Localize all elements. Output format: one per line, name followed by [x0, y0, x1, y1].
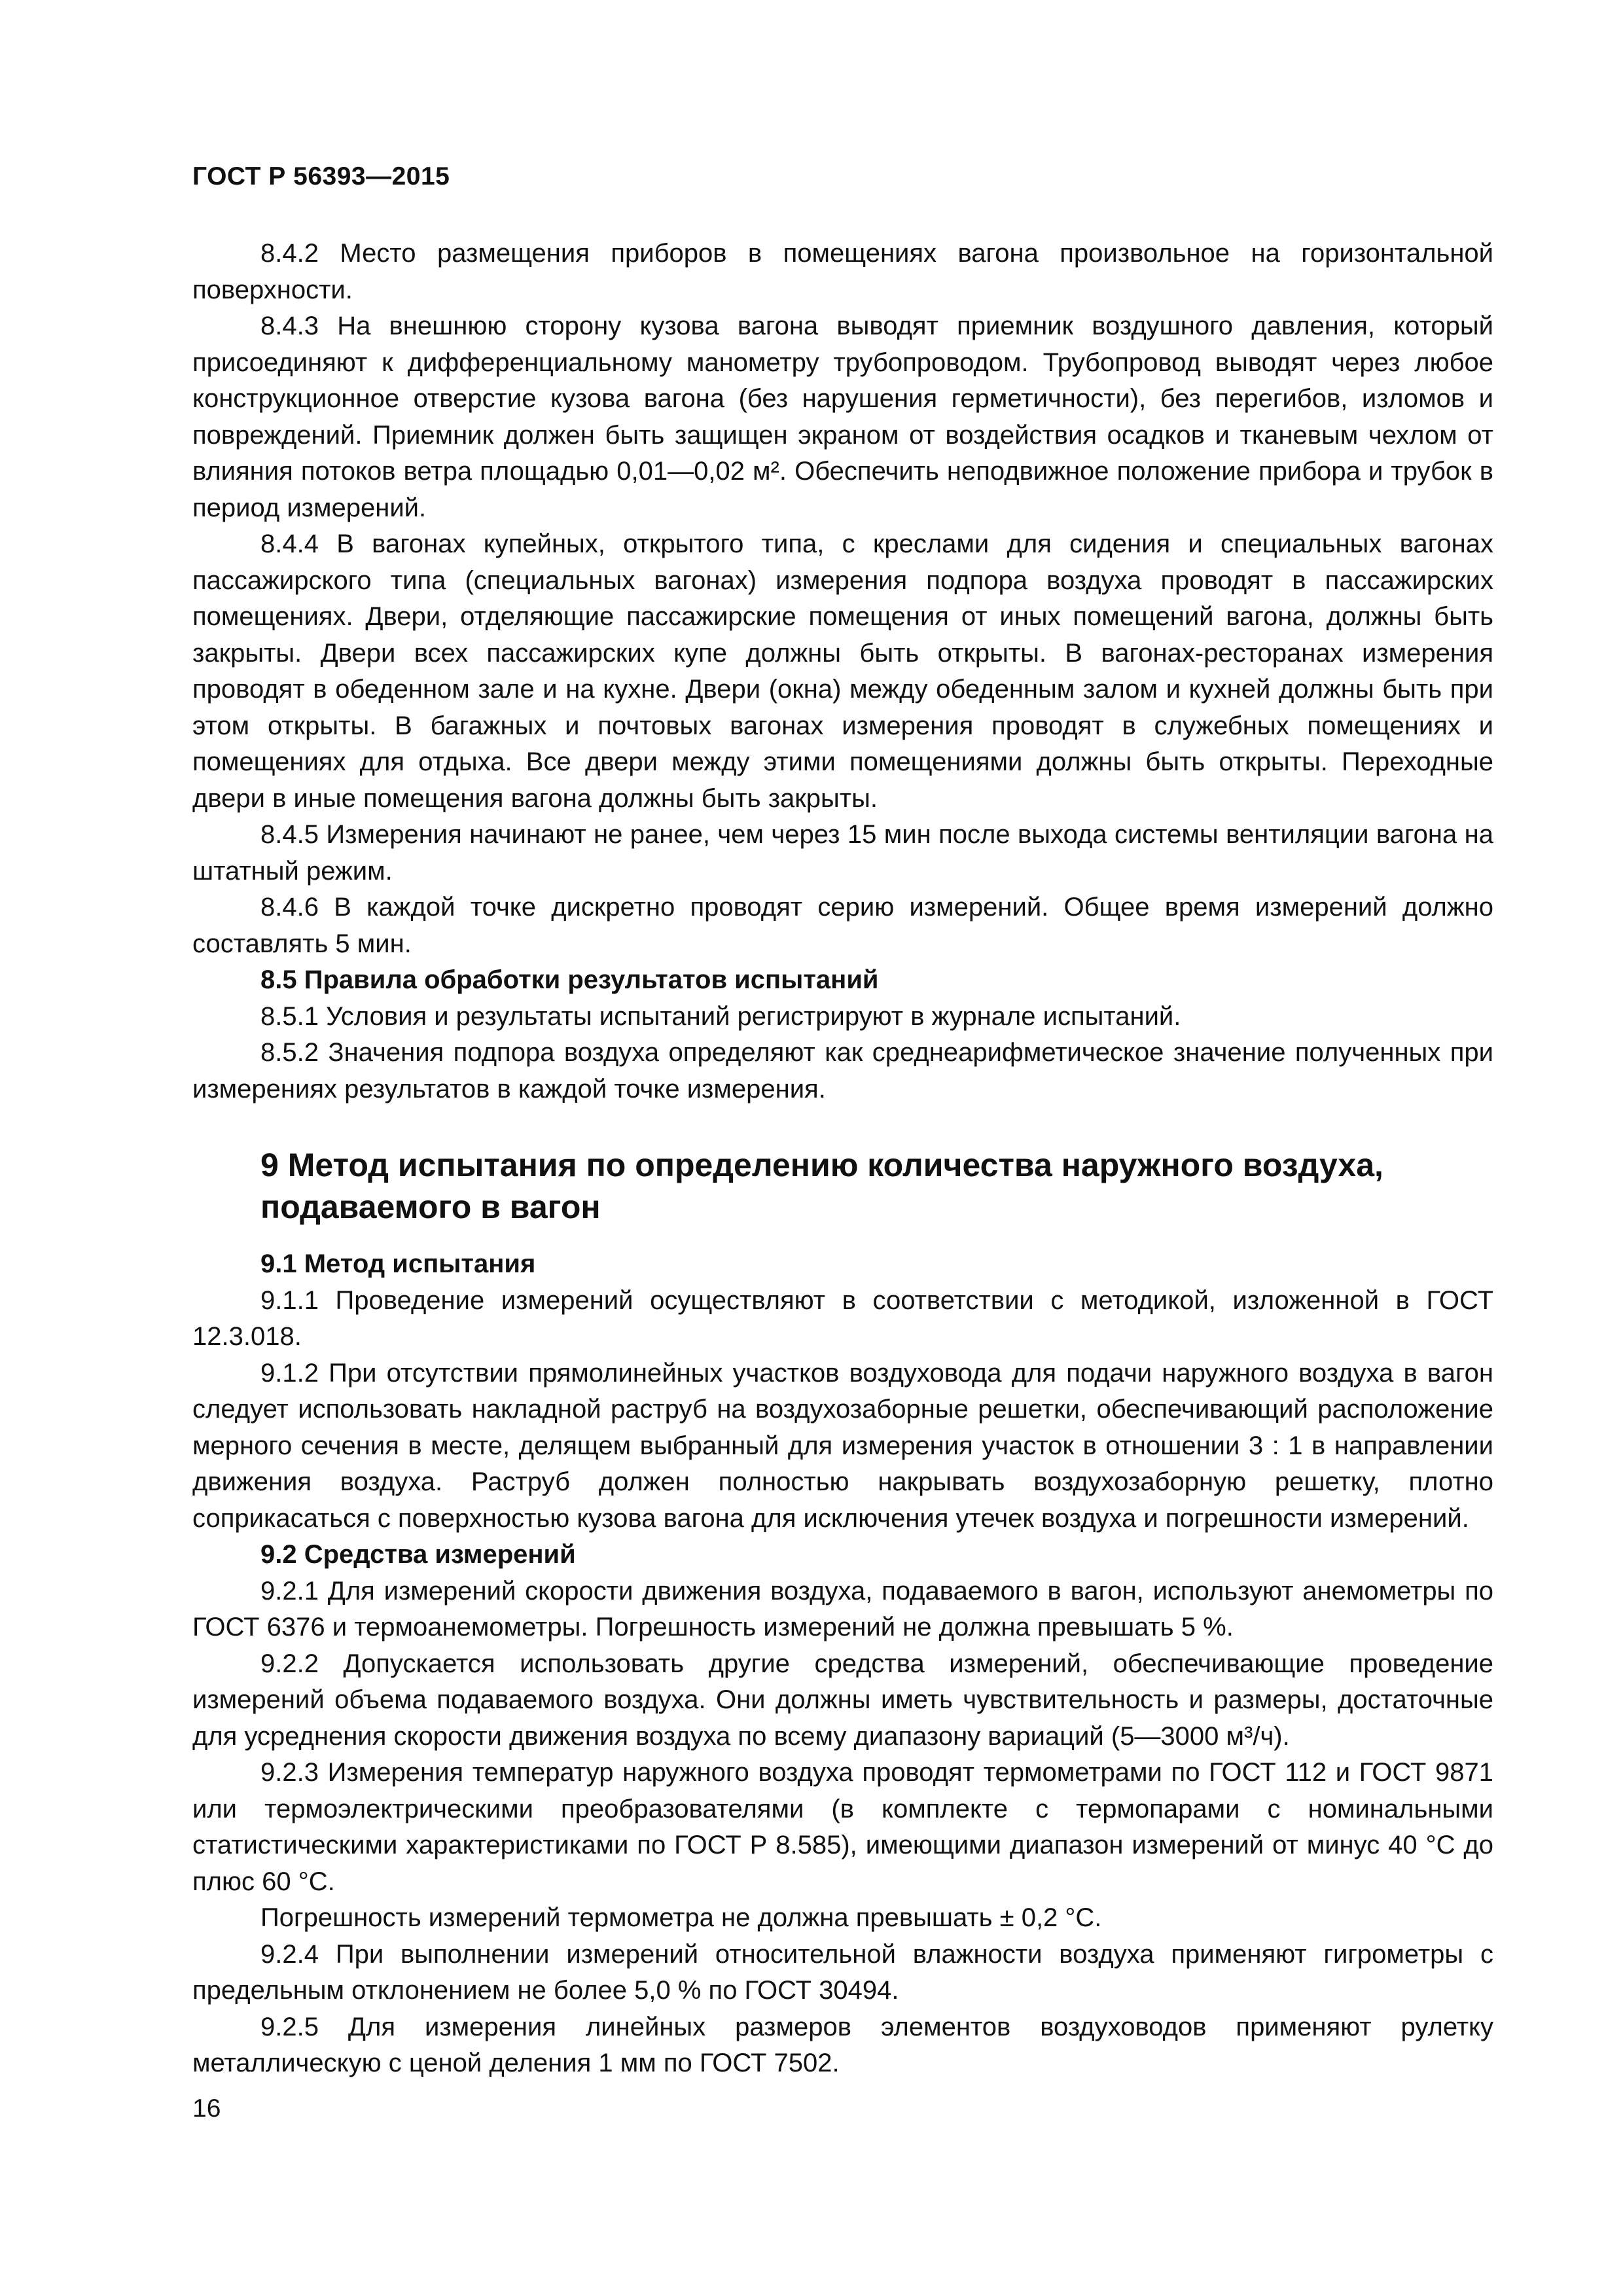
paragraph-8-4-2: 8.4.2 Место размещения приборов в помещениях вагона произвольное на горизонтальной поверхности.: [192, 239, 1493, 304]
paragraph-9-1-2: 9.1.2 При отсутствии прямолинейных участков воздуховода для подачи наружного воздуха в вагон следует использовать накладной раструб на воздухозаборные решетки, обеспечивающий расположение мерного сечения в месте, делящем выбранный для измерения участок в отношении 3 : 1 в направлении движения воздуха. Раструб должен полностью накрывать воздухозаборную решетку, плотно соприкасаться с поверхностью кузова вагона для исключения утечек воздуха и погрешности измерений.: [192, 1358, 1493, 1533]
paragraph-9-2-2: 9.2.2 Допускается использовать другие средства измерений, обеспечивающие проведение измерений объема подаваемого воздуха. Они должны иметь чувствительность и размеры, достаточные для усреднения скорости движения воздуха по всему диапазону вариаций (5—3000 м³/ч).: [192, 1649, 1493, 1751]
subsection-8-5-heading: 8.5 Правила обработки результатов испытаний: [260, 965, 879, 994]
paragraph-8-4-6: 8.4.6 В каждой точке дискретно проводят серию измерений. Общее время измерений должно составлять 5 мин.: [192, 893, 1493, 958]
document-body: [192, 236, 1493, 2082]
paragraph-8-5-2: 8.5.2 Значения подпора воздуха определяют как среднеарифметическое значение полученных при измерениях результатов в каждой точке измерения.: [192, 1038, 1493, 1103]
paragraph-9-2-5: 9.2.5 Для измерения линейных размеров элементов воздуховодов применяют рулетку металлическую с ценой деления 1 мм по ГОСТ 7502.: [192, 2012, 1493, 2077]
section-9-heading: 9 Метод испытания по определению количества наружного воздуха, подаваемого в вагон: [260, 1147, 1383, 1225]
document-code-header: ГОСТ Р 56393—2015: [192, 162, 450, 190]
paragraph-9-2-3-note: Погрешность измерений термометра не должна превышать ± 0,2 °С.: [260, 1903, 1102, 1932]
page-number: 16: [192, 2094, 221, 2123]
subsection-9-2-heading: 9.2 Средства измерений: [260, 1540, 576, 1569]
paragraph-9-2-1: 9.2.1 Для измерений скорости движения воздуха, подаваемого в вагон, используют анемометры по ГОСТ 6376 и термоанемометры. Погрешность измерений не должна превышать 5 %.: [192, 1576, 1493, 1641]
subsection-9-1-heading: 9.1 Метод испытания: [260, 1249, 536, 1278]
paragraph-8-5-1: 8.5.1 Условия и результаты испытаний регистрируют в журнале испытаний.: [260, 1001, 1181, 1031]
paragraph-9-2-3: 9.2.3 Измерения температур наружного воздуха проводят термометрами по ГОСТ 112 и ГОСТ 9871 или термоэлектрическими преобразователями (в комплекте с термопарами с номинальными статистическими характеристиками по ГОСТ Р 8.585), имеющими диапазон измерений от минус 40 °С до плюс 60 °С.: [192, 1758, 1493, 1896]
paragraph-9-1-1: 9.1.1 Проведение измерений осуществляют в соответствии с методикой, изложенной в ГОСТ 12.3.018.: [192, 1285, 1493, 1351]
paragraph-9-2-4: 9.2.4 При выполнении измерений относительной влажности воздуха применяют гигрометры с предельным отклонением не более 5,0 % по ГОСТ 30494.: [192, 1939, 1493, 2005]
paragraph-8-4-4: 8.4.4 В вагонах купейных, открытого типа, с креслами для сидения и специальных вагонах пассажирского типа (специальных вагонах) измерения подпора воздуха проводят в пассажирских помещениях. Двери, отделяющие пассажирские помещения от иных помещений вагона, должны быть закрыты. Двери всех пассажирских купе должны быть открыты. В вагонах-ресторанах измерения проводят в обеденном зале и на кухне. Двери (окна) между обеденным залом и кухней должны быть при этом открыты. В багажных и почтовых вагонах измерения проводят в служебных помещениях и помещениях для отдыха. Все двери между этими помещениями должны быть открыты. Переходные двери в иные помещения вагона должны быть закрыты.: [192, 529, 1493, 813]
paragraph-8-4-5: 8.4.5 Измерения начинают не ранее, чем через 15 мин после выхода системы вентиляции вагона на штатный режим.: [192, 820, 1493, 886]
paragraph-8-4-3: 8.4.3 На внешнюю сторону кузова вагона выводят приемник воздушного давления, который присоединяют к дифференциальному манометру трубопроводом. Трубопровод выводят через любое конструкционное отверстие кузова вагона (без нарушения герметичности), без перегибов, изломов и повреждений. Приемник должен быть защищен экраном от воздействия осадков и тканевым чехлом от влияния потоков ветра площадью 0,01—0,02 м². Обеспечить неподвижное положение прибора и трубок в период измерений.: [192, 312, 1493, 522]
